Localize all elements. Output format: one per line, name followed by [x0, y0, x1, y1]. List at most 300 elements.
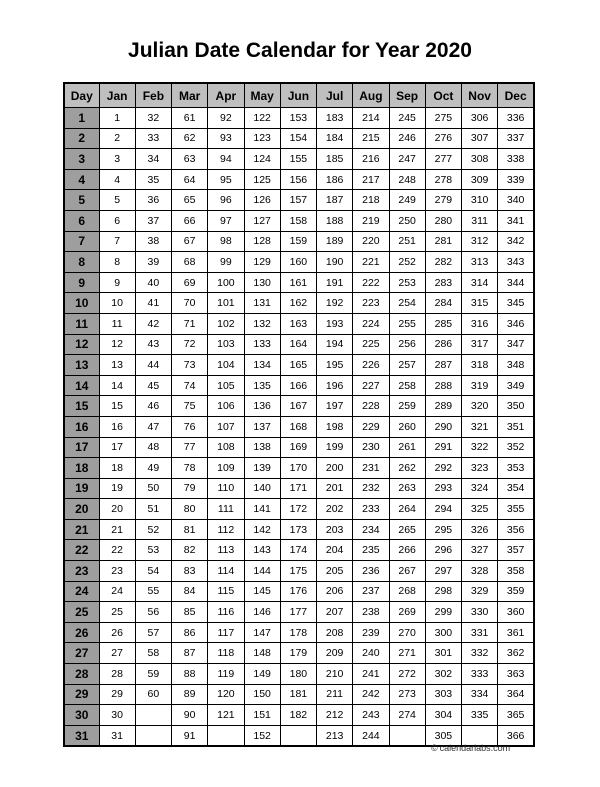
julian-date-cell: 208 — [317, 622, 353, 643]
julian-date-cell: 9 — [99, 272, 135, 293]
julian-date-cell: 283 — [425, 272, 461, 293]
header-month: Dec — [498, 83, 534, 108]
julian-date-cell: 288 — [425, 375, 461, 396]
julian-date-cell: 90 — [172, 705, 208, 726]
julian-date-cell: 27 — [99, 643, 135, 664]
julian-date-cell: 30 — [99, 705, 135, 726]
julian-date-cell: 269 — [389, 602, 425, 623]
day-number-cell: 30 — [64, 705, 99, 726]
julian-date-cell: 307 — [462, 128, 498, 149]
header-month: May — [244, 83, 280, 108]
header-month: Mar — [172, 83, 208, 108]
julian-date-cell: 256 — [389, 334, 425, 355]
julian-date-cell: 53 — [135, 540, 171, 561]
table-row — [64, 622, 534, 643]
table-row — [64, 313, 534, 334]
julian-date-cell: 95 — [208, 169, 244, 190]
julian-date-cell: 106 — [208, 396, 244, 417]
julian-date-cell: 149 — [244, 664, 280, 685]
header-month: Jun — [280, 83, 316, 108]
julian-date-cell: 33 — [135, 128, 171, 149]
julian-date-cell: 92 — [208, 108, 244, 129]
julian-date-cell: 322 — [462, 437, 498, 458]
julian-date-cell: 316 — [462, 313, 498, 334]
julian-date-cell: 218 — [353, 190, 389, 211]
julian-date-cell: 61 — [172, 108, 208, 129]
day-number-cell: 17 — [64, 437, 99, 458]
julian-date-cell: 328 — [462, 561, 498, 582]
julian-date-cell: 257 — [389, 355, 425, 376]
julian-date-cell: 84 — [172, 581, 208, 602]
julian-date-cell: 258 — [389, 375, 425, 396]
julian-date-cell: 210 — [317, 664, 353, 685]
day-number-cell: 20 — [64, 499, 99, 520]
julian-date-cell: 302 — [425, 664, 461, 685]
day-number-cell: 12 — [64, 334, 99, 355]
table-row — [64, 190, 534, 211]
julian-date-cell: 5 — [99, 190, 135, 211]
day-number-cell: 19 — [64, 478, 99, 499]
julian-date-cell: 231 — [353, 458, 389, 479]
julian-date-cell: 304 — [425, 705, 461, 726]
julian-date-cell: 265 — [389, 519, 425, 540]
julian-date-cell: 190 — [317, 252, 353, 273]
julian-date-cell: 246 — [389, 128, 425, 149]
julian-date-cell: 188 — [317, 210, 353, 231]
julian-date-cell: 100 — [208, 272, 244, 293]
day-number-cell: 18 — [64, 458, 99, 479]
day-number-cell: 23 — [64, 561, 99, 582]
table-row — [64, 581, 534, 602]
julian-date-cell: 349 — [498, 375, 534, 396]
julian-date-table — [63, 82, 535, 747]
julian-date-cell — [280, 725, 316, 746]
julian-date-cell: 259 — [389, 396, 425, 417]
table-row — [64, 272, 534, 293]
julian-date-cell: 153 — [280, 108, 316, 129]
julian-date-cell: 63 — [172, 149, 208, 170]
julian-date-cell: 339 — [498, 169, 534, 190]
julian-date-cell: 163 — [280, 313, 316, 334]
julian-date-cell: 353 — [498, 458, 534, 479]
julian-date-cell: 266 — [389, 540, 425, 561]
julian-date-cell: 296 — [425, 540, 461, 561]
header-month: Oct — [425, 83, 461, 108]
julian-date-cell: 140 — [244, 478, 280, 499]
julian-date-cell: 15 — [99, 396, 135, 417]
julian-date-cell: 204 — [317, 540, 353, 561]
julian-date-cell: 329 — [462, 581, 498, 602]
header-month: Nov — [462, 83, 498, 108]
julian-date-cell: 326 — [462, 519, 498, 540]
julian-date-cell: 262 — [389, 458, 425, 479]
julian-date-cell: 6 — [99, 210, 135, 231]
julian-date-cell: 118 — [208, 643, 244, 664]
julian-date-cell: 278 — [425, 169, 461, 190]
julian-date-cell: 206 — [317, 581, 353, 602]
julian-date-cell: 12 — [99, 334, 135, 355]
julian-date-cell: 309 — [462, 169, 498, 190]
julian-date-cell: 114 — [208, 561, 244, 582]
julian-date-cell: 264 — [389, 499, 425, 520]
julian-date-cell: 145 — [244, 581, 280, 602]
julian-date-cell: 250 — [389, 210, 425, 231]
header-month: Sep — [389, 83, 425, 108]
julian-date-cell: 184 — [317, 128, 353, 149]
julian-date-cell: 127 — [244, 210, 280, 231]
julian-date-cell: 47 — [135, 416, 171, 437]
julian-date-cell: 4 — [99, 169, 135, 190]
julian-date-cell: 303 — [425, 684, 461, 705]
julian-date-cell: 235 — [353, 540, 389, 561]
julian-date-cell: 43 — [135, 334, 171, 355]
julian-date-cell: 295 — [425, 519, 461, 540]
julian-date-cell: 164 — [280, 334, 316, 355]
copyright-icon: © — [431, 743, 438, 753]
julian-date-cell: 78 — [172, 458, 208, 479]
julian-date-cell: 306 — [462, 108, 498, 129]
julian-date-cell: 175 — [280, 561, 316, 582]
julian-date-cell: 103 — [208, 334, 244, 355]
julian-date-cell: 172 — [280, 499, 316, 520]
julian-date-cell: 198 — [317, 416, 353, 437]
julian-date-cell: 77 — [172, 437, 208, 458]
julian-date-cell: 115 — [208, 581, 244, 602]
julian-date-cell: 344 — [498, 272, 534, 293]
julian-date-cell: 94 — [208, 149, 244, 170]
julian-date-cell: 65 — [172, 190, 208, 211]
julian-date-cell: 3 — [99, 149, 135, 170]
day-number-cell: 11 — [64, 313, 99, 334]
julian-date-cell: 310 — [462, 190, 498, 211]
julian-date-cell: 187 — [317, 190, 353, 211]
julian-date-cell: 76 — [172, 416, 208, 437]
julian-date-cell: 75 — [172, 396, 208, 417]
julian-date-cell: 244 — [353, 725, 389, 746]
julian-date-cell: 230 — [353, 437, 389, 458]
day-number-cell: 22 — [64, 540, 99, 561]
julian-date-cell: 85 — [172, 602, 208, 623]
julian-date-cell: 196 — [317, 375, 353, 396]
julian-date-cell: 293 — [425, 478, 461, 499]
julian-date-cell: 155 — [280, 149, 316, 170]
julian-date-cell: 14 — [99, 375, 135, 396]
julian-date-cell: 126 — [244, 190, 280, 211]
julian-date-cell: 125 — [244, 169, 280, 190]
julian-date-cell: 169 — [280, 437, 316, 458]
julian-date-cell: 110 — [208, 478, 244, 499]
day-number-cell: 9 — [64, 272, 99, 293]
table-row — [64, 416, 534, 437]
table-row — [64, 478, 534, 499]
julian-date-cell: 216 — [353, 149, 389, 170]
julian-date-cell: 144 — [244, 561, 280, 582]
julian-date-cell: 299 — [425, 602, 461, 623]
julian-date-cell: 333 — [462, 664, 498, 685]
header-month: Aug — [353, 83, 389, 108]
julian-date-cell: 19 — [99, 478, 135, 499]
day-number-cell: 13 — [64, 355, 99, 376]
julian-date-cell: 91 — [172, 725, 208, 746]
julian-date-cell: 223 — [353, 293, 389, 314]
julian-date-cell: 197 — [317, 396, 353, 417]
julian-date-cell: 116 — [208, 602, 244, 623]
julian-date-cell: 156 — [280, 169, 316, 190]
julian-date-cell: 37 — [135, 210, 171, 231]
julian-date-cell: 128 — [244, 231, 280, 252]
julian-date-cell: 167 — [280, 396, 316, 417]
julian-date-cell: 317 — [462, 334, 498, 355]
julian-date-cell: 342 — [498, 231, 534, 252]
day-number-cell: 10 — [64, 293, 99, 314]
julian-date-cell: 70 — [172, 293, 208, 314]
julian-date-cell: 254 — [389, 293, 425, 314]
julian-date-cell: 335 — [462, 705, 498, 726]
julian-date-cell: 291 — [425, 437, 461, 458]
julian-date-cell: 221 — [353, 252, 389, 273]
julian-date-cell: 158 — [280, 210, 316, 231]
julian-date-cell: 64 — [172, 169, 208, 190]
julian-date-cell: 348 — [498, 355, 534, 376]
julian-date-cell: 228 — [353, 396, 389, 417]
julian-date-cell: 227 — [353, 375, 389, 396]
julian-date-cell: 102 — [208, 313, 244, 334]
julian-date-cell: 62 — [172, 128, 208, 149]
julian-date-cell: 183 — [317, 108, 353, 129]
julian-date-cell: 40 — [135, 272, 171, 293]
julian-date-cell: 249 — [389, 190, 425, 211]
julian-date-cell: 45 — [135, 375, 171, 396]
julian-date-cell: 245 — [389, 108, 425, 129]
julian-date-cell: 16 — [99, 416, 135, 437]
julian-date-cell: 154 — [280, 128, 316, 149]
table-row — [64, 643, 534, 664]
julian-date-cell: 121 — [208, 705, 244, 726]
julian-date-cell: 321 — [462, 416, 498, 437]
julian-date-cell: 334 — [462, 684, 498, 705]
table-row — [64, 375, 534, 396]
julian-date-cell: 117 — [208, 622, 244, 643]
julian-date-cell: 35 — [135, 169, 171, 190]
julian-date-cell: 324 — [462, 478, 498, 499]
julian-date-cell: 192 — [317, 293, 353, 314]
julian-date-cell: 261 — [389, 437, 425, 458]
julian-date-cell: 211 — [317, 684, 353, 705]
julian-date-cell: 38 — [135, 231, 171, 252]
julian-date-cell: 99 — [208, 252, 244, 273]
julian-date-cell: 176 — [280, 581, 316, 602]
julian-date-cell: 131 — [244, 293, 280, 314]
julian-date-cell: 48 — [135, 437, 171, 458]
header-month: Apr — [208, 83, 244, 108]
julian-date-cell: 287 — [425, 355, 461, 376]
julian-date-cell: 319 — [462, 375, 498, 396]
julian-date-cell: 212 — [317, 705, 353, 726]
credit-text: calendarlabs.com — [439, 743, 511, 753]
julian-date-cell — [208, 725, 244, 746]
julian-date-cell: 80 — [172, 499, 208, 520]
day-number-cell: 14 — [64, 375, 99, 396]
julian-date-cell: 73 — [172, 355, 208, 376]
day-number-cell: 24 — [64, 581, 99, 602]
julian-date-cell: 122 — [244, 108, 280, 129]
julian-date-cell: 1 — [99, 108, 135, 129]
julian-date-cell: 93 — [208, 128, 244, 149]
julian-date-cell: 356 — [498, 519, 534, 540]
julian-date-cell: 135 — [244, 375, 280, 396]
julian-date-cell: 213 — [317, 725, 353, 746]
julian-date-cell: 105 — [208, 375, 244, 396]
table-row — [64, 169, 534, 190]
julian-date-cell: 195 — [317, 355, 353, 376]
julian-date-cell: 343 — [498, 252, 534, 273]
julian-date-cell: 247 — [389, 149, 425, 170]
julian-date-cell: 119 — [208, 664, 244, 685]
julian-date-cell: 340 — [498, 190, 534, 211]
julian-date-cell: 189 — [317, 231, 353, 252]
julian-date-cell: 238 — [353, 602, 389, 623]
julian-date-cell: 357 — [498, 540, 534, 561]
julian-date-cell: 129 — [244, 252, 280, 273]
julian-date-cell: 214 — [353, 108, 389, 129]
julian-date-cell: 96 — [208, 190, 244, 211]
julian-date-cell: 366 — [498, 725, 534, 746]
julian-date-cell: 173 — [280, 519, 316, 540]
footer-credit — [431, 743, 510, 753]
julian-date-cell: 182 — [280, 705, 316, 726]
julian-date-cell: 10 — [99, 293, 135, 314]
julian-date-cell: 57 — [135, 622, 171, 643]
julian-date-cell: 242 — [353, 684, 389, 705]
julian-date-cell: 150 — [244, 684, 280, 705]
julian-date-cell: 294 — [425, 499, 461, 520]
julian-date-cell: 282 — [425, 252, 461, 273]
julian-date-cell: 239 — [353, 622, 389, 643]
julian-date-cell: 237 — [353, 581, 389, 602]
julian-date-cell: 297 — [425, 561, 461, 582]
julian-date-cell: 137 — [244, 416, 280, 437]
julian-date-cell: 185 — [317, 149, 353, 170]
julian-date-cell: 67 — [172, 231, 208, 252]
julian-date-cell: 55 — [135, 581, 171, 602]
julian-date-cell: 159 — [280, 231, 316, 252]
day-number-cell: 5 — [64, 190, 99, 211]
julian-date-cell: 60 — [135, 684, 171, 705]
julian-date-cell: 207 — [317, 602, 353, 623]
header-row — [64, 83, 534, 108]
table-row — [64, 334, 534, 355]
julian-date-cell: 323 — [462, 458, 498, 479]
julian-date-cell: 107 — [208, 416, 244, 437]
julian-date-cell: 132 — [244, 313, 280, 334]
julian-date-cell: 108 — [208, 437, 244, 458]
julian-date-cell: 363 — [498, 664, 534, 685]
julian-date-cell: 34 — [135, 149, 171, 170]
julian-date-cell: 8 — [99, 252, 135, 273]
julian-date-cell: 284 — [425, 293, 461, 314]
julian-date-cell: 236 — [353, 561, 389, 582]
julian-date-cell: 350 — [498, 396, 534, 417]
table-body — [64, 108, 534, 747]
julian-date-cell: 82 — [172, 540, 208, 561]
table-row — [64, 210, 534, 231]
julian-date-cell: 351 — [498, 416, 534, 437]
day-number-cell: 3 — [64, 149, 99, 170]
julian-date-cell: 139 — [244, 458, 280, 479]
julian-date-cell: 81 — [172, 519, 208, 540]
julian-date-cell: 113 — [208, 540, 244, 561]
julian-date-cell: 311 — [462, 210, 498, 231]
julian-date-cell: 68 — [172, 252, 208, 273]
julian-date-cell: 130 — [244, 272, 280, 293]
table-row — [64, 602, 534, 623]
julian-date-cell: 276 — [425, 128, 461, 149]
julian-date-cell: 300 — [425, 622, 461, 643]
julian-date-cell: 346 — [498, 313, 534, 334]
julian-date-cell: 36 — [135, 190, 171, 211]
julian-date-cell: 314 — [462, 272, 498, 293]
julian-date-cell: 362 — [498, 643, 534, 664]
julian-date-cell: 200 — [317, 458, 353, 479]
julian-date-cell: 32 — [135, 108, 171, 129]
julian-date-cell: 318 — [462, 355, 498, 376]
julian-date-cell: 290 — [425, 416, 461, 437]
julian-date-cell: 226 — [353, 355, 389, 376]
day-number-cell: 26 — [64, 622, 99, 643]
day-number-cell: 1 — [64, 108, 99, 129]
julian-date-cell: 275 — [425, 108, 461, 129]
julian-date-cell: 174 — [280, 540, 316, 561]
julian-date-cell: 178 — [280, 622, 316, 643]
day-number-cell: 2 — [64, 128, 99, 149]
header-day: Day — [64, 83, 99, 108]
julian-date-cell: 240 — [353, 643, 389, 664]
julian-date-cell: 320 — [462, 396, 498, 417]
julian-date-cell: 252 — [389, 252, 425, 273]
julian-date-cell: 179 — [280, 643, 316, 664]
table-row — [64, 355, 534, 376]
julian-date-cell: 241 — [353, 664, 389, 685]
julian-date-cell: 66 — [172, 210, 208, 231]
julian-date-cell: 142 — [244, 519, 280, 540]
julian-date-cell: 270 — [389, 622, 425, 643]
julian-date-cell: 337 — [498, 128, 534, 149]
julian-date-cell: 313 — [462, 252, 498, 273]
julian-date-cell: 243 — [353, 705, 389, 726]
julian-date-cell: 79 — [172, 478, 208, 499]
julian-date-cell: 271 — [389, 643, 425, 664]
julian-date-cell: 186 — [317, 169, 353, 190]
day-number-cell: 15 — [64, 396, 99, 417]
day-number-cell: 7 — [64, 231, 99, 252]
julian-date-cell: 2 — [99, 128, 135, 149]
julian-date-cell: 54 — [135, 561, 171, 582]
table-row — [64, 252, 534, 273]
julian-date-cell: 49 — [135, 458, 171, 479]
julian-date-cell: 146 — [244, 602, 280, 623]
julian-date-cell: 273 — [389, 684, 425, 705]
julian-date-cell: 21 — [99, 519, 135, 540]
julian-date-cell: 298 — [425, 581, 461, 602]
julian-date-cell: 44 — [135, 355, 171, 376]
julian-date-cell: 365 — [498, 705, 534, 726]
julian-date-cell: 277 — [425, 149, 461, 170]
julian-date-cell: 263 — [389, 478, 425, 499]
julian-date-cell: 202 — [317, 499, 353, 520]
julian-date-cell: 205 — [317, 561, 353, 582]
julian-date-cell: 338 — [498, 149, 534, 170]
day-number-cell: 27 — [64, 643, 99, 664]
